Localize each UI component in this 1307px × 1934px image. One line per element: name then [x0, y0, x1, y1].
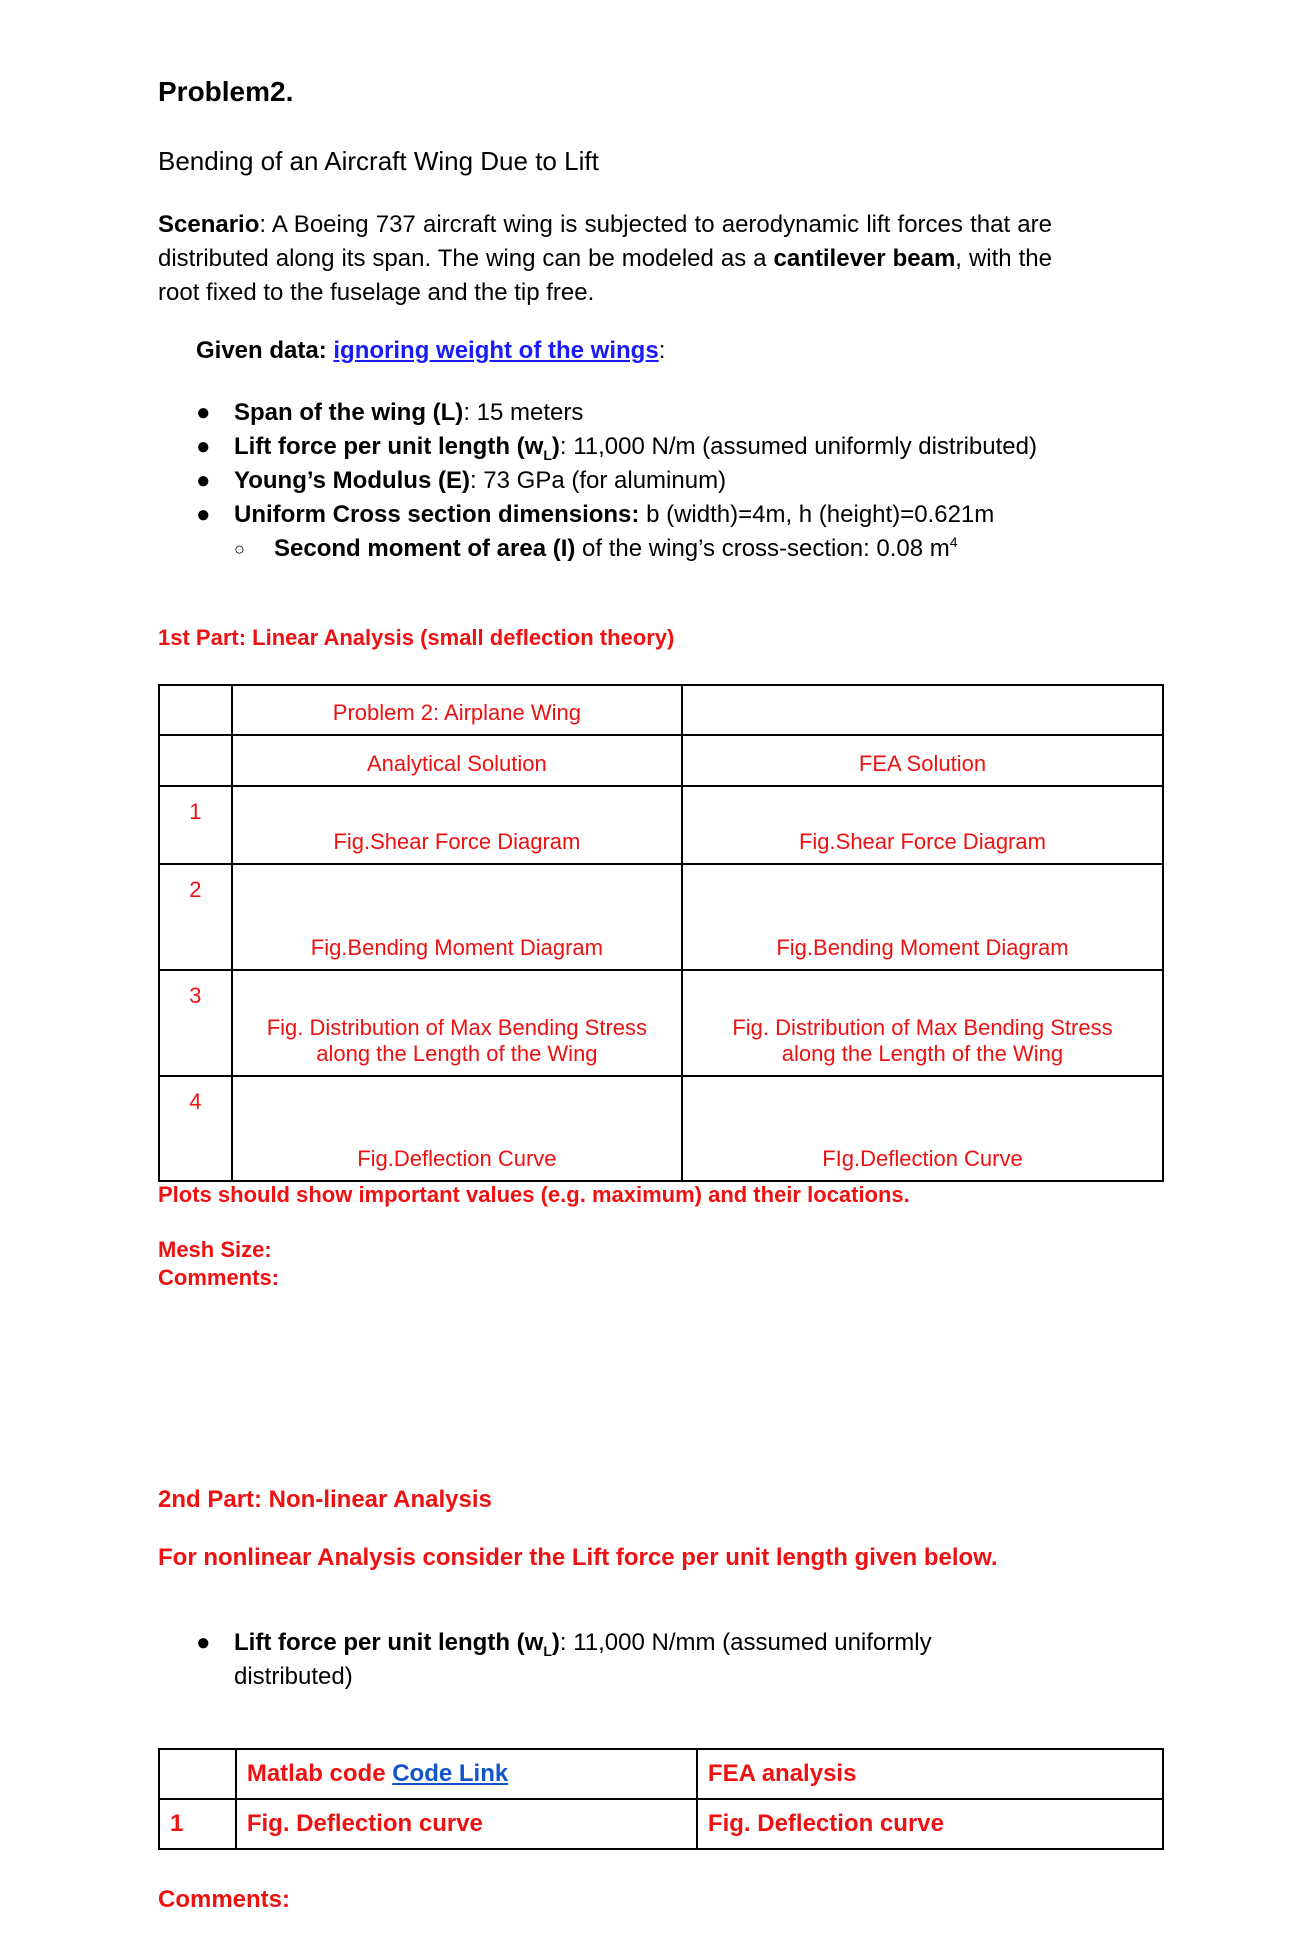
matlab-header-cell: Matlab code Code Link — [236, 1749, 697, 1799]
bullet-icon: ● — [196, 1629, 211, 1656]
part1-heading: 1st Part: Linear Analysis (small deflection theory) — [158, 625, 675, 650]
table-row — [159, 1076, 1163, 1181]
scenario-paragraph — [158, 208, 1052, 310]
table-cell — [159, 1749, 236, 1799]
table-row — [159, 970, 1163, 1076]
scenario-text-a: : A Boeing 737 aircraft wing is subjected to aerodynamic lift forces that are distributed along its span. The wing can be modeled as a — [158, 211, 1052, 272]
analytical-shear-cell: Fig.Shear Force Diagram — [232, 786, 682, 864]
nonlinear-note: For nonlinear Analysis consider the Lift force per unit length given below. — [158, 1544, 998, 1571]
cross-label: Uniform Cross section dimensions: — [234, 501, 640, 528]
moment-value: of the wing’s cross-section: 0.08 m — [575, 535, 950, 562]
scenario-text-b: , with the root fixed to the fuselage and the tip free. — [158, 245, 1052, 306]
row-number: 1 — [159, 786, 232, 864]
fea-header-cell: FEA analysis — [697, 1749, 1163, 1799]
fea-deflection-cell: FIg.Deflection Curve — [682, 1076, 1163, 1181]
ignoring-weight-link[interactable]: ignoring weight of the wings — [333, 337, 659, 364]
analytical-deflection-cell: Fig.Deflection Curve — [232, 1076, 682, 1181]
table-cell — [159, 685, 232, 735]
given-label: Given data: — [196, 337, 334, 364]
bullet-icon: ● — [196, 467, 211, 494]
table-row — [159, 1749, 1163, 1799]
problem-subtitle: Bending of an Aircraft Wing Due to Lift — [158, 146, 599, 176]
bullet-icon: ● — [196, 399, 211, 426]
row-number: 3 — [159, 970, 232, 1076]
sub-list-wrapper — [196, 532, 1096, 566]
problem-title: Problem2. — [158, 76, 294, 107]
lift-label: Lift force per unit length $(w_L)$ — [234, 433, 560, 463]
comments-label-part2: Comments: — [158, 1886, 291, 1913]
span-label: Span of the wing (L) — [234, 399, 464, 426]
fea-moment-cell: Fig.Bending Moment Diagram — [682, 864, 1163, 970]
table-title-cell: Problem 2: Airplane Wing — [232, 685, 682, 735]
list-item-lift — [196, 430, 1096, 464]
mesh-size-label: Mesh Size: — [158, 1237, 272, 1262]
table-cell — [159, 735, 232, 786]
table-row — [159, 1799, 1163, 1849]
table-row — [159, 864, 1163, 970]
row-number: 2 — [159, 864, 232, 970]
table-row — [159, 786, 1163, 864]
fea-stress-cell: Fig. Distribution of Max Bending Stress along the Length of the Wing — [682, 970, 1163, 1076]
list-item-lift-nonlinear — [196, 1626, 1056, 1694]
table-cell — [682, 685, 1163, 735]
span-value: : 15 meters — [463, 399, 584, 426]
sub-list — [196, 532, 1096, 566]
hollow-bullet-icon: ○ — [234, 539, 245, 559]
cross-value: b (width)=4m, h (height)=0.621m — [639, 501, 995, 528]
matlab-deflection-cell: Fig. Deflection curve — [236, 1799, 697, 1849]
scenario-bold-cantilever: cantilever beam — [773, 245, 956, 272]
nonlinear-list — [196, 1626, 1056, 1694]
given-suffix: : — [658, 337, 666, 364]
fea-deflection-cell: Fig. Deflection curve — [697, 1799, 1163, 1849]
col-analytical-header: Analytical Solution — [232, 735, 682, 786]
young-label: Young’s Modulus (E) — [234, 467, 470, 494]
list-item-moment — [196, 532, 1096, 566]
comments-label-part1: Comments: — [158, 1265, 280, 1290]
table-row — [159, 735, 1163, 786]
analytical-stress-cell: Fig. Distribution of Max Bending Stress along the Length of the Wing — [232, 970, 682, 1076]
given-data-list — [196, 396, 1096, 566]
list-item-span — [196, 396, 1096, 430]
row-number: 4 — [159, 1076, 232, 1181]
list-item-young — [196, 464, 1096, 498]
moment-label: Second moment of area (I) — [274, 535, 576, 562]
lift-label-nonlinear: Lift force per unit length $(w_L)$ — [234, 1629, 560, 1659]
scenario-label: Scenario — [158, 211, 260, 238]
list-item-cross-section — [196, 498, 1096, 532]
table-row — [159, 685, 1163, 735]
row-number: 1 — [159, 1799, 236, 1849]
given-data-line — [196, 337, 665, 365]
fea-shear-cell: Fig.Shear Force Diagram — [682, 786, 1163, 864]
linear-analysis-table — [158, 684, 1164, 1182]
col-fea-header: FEA Solution — [682, 735, 1163, 786]
analytical-moment-cell: Fig.Bending Moment Diagram — [232, 864, 682, 970]
lift-value-nonlinear: : 11,000 N/mm (assumed uniformly distributed) — [234, 1629, 932, 1690]
part2-heading: 2nd Part: Non-linear Analysis — [158, 1486, 492, 1513]
lift-value: : 11,000 N/m (assumed uniformly distributed) — [559, 433, 1037, 460]
nonlinear-table — [158, 1748, 1164, 1850]
code-link[interactable]: Code Link — [392, 1760, 509, 1787]
plots-note: Plots should show important values (e.g. maximum) and their locations. — [158, 1182, 910, 1207]
bullet-icon: ● — [196, 501, 211, 528]
young-value: : 73 GPa (for aluminum) — [469, 467, 727, 494]
bullet-icon: ● — [196, 433, 211, 460]
moment-superscript: 4 — [949, 534, 958, 550]
